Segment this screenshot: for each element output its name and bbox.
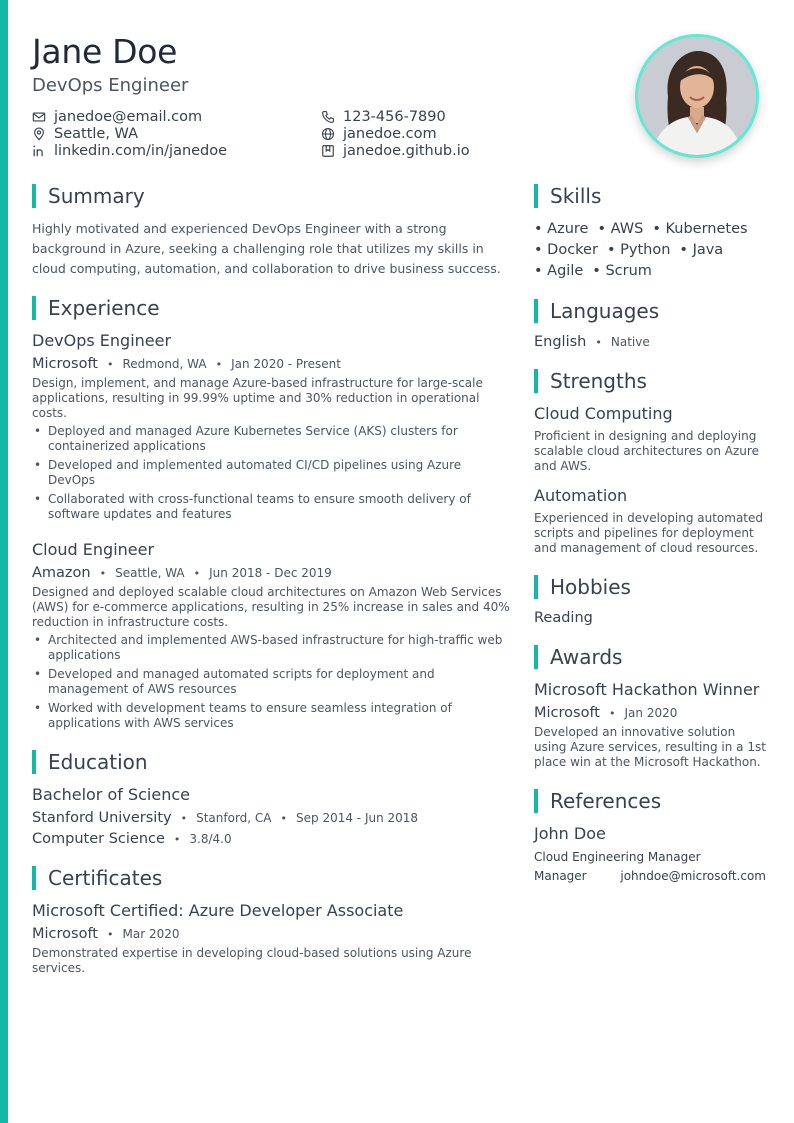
award-name: Microsoft Hackathon Winner bbox=[534, 680, 760, 699]
separator-dot: • bbox=[173, 832, 181, 846]
certificate-date: Mar 2020 bbox=[122, 927, 180, 941]
job-bullet: • Architected and implemented AWS-based infrastructure for high-traffic web applications bbox=[32, 633, 510, 663]
experience-title: Experience bbox=[48, 296, 160, 320]
reference-position: Cloud Engineering Manager bbox=[534, 850, 701, 864]
job-description: Design, implement, and manage Azure-based infrastructure for large-scale applications, resulting in 99.99% uptime and 30% reduction in operational costs. bbox=[32, 376, 483, 420]
award-issuer: Microsoft bbox=[534, 705, 600, 721]
language-name: English bbox=[534, 334, 587, 350]
separator-dot: • bbox=[595, 335, 602, 349]
award-entry bbox=[534, 680, 766, 770]
strength-title: Automation bbox=[534, 486, 628, 505]
gpa: 3.8/4.0 bbox=[189, 832, 232, 846]
accent-bar bbox=[0, 0, 8, 1123]
job-title: DevOps Engineer bbox=[32, 331, 172, 350]
language-level: Native bbox=[610, 335, 650, 349]
skills-list bbox=[534, 219, 764, 282]
phone-icon bbox=[321, 110, 335, 124]
summary-text: Highly motivated and experienced DevOps Engineer with a strong background in Azure, seeking a challenging role that utilizes my skills in cloud computing, automation, and collaboration to drive business success. bbox=[32, 221, 501, 276]
contact-phone-text: 123-456-7890 bbox=[343, 108, 446, 125]
contact-email-text: janedoe@email.com bbox=[54, 108, 203, 125]
skill-item: • Scrum bbox=[592, 261, 652, 282]
reference-email[interactable]: johndoe@microsoft.com bbox=[620, 869, 766, 883]
field-of-study: Computer Science bbox=[32, 831, 165, 847]
degree: Bachelor of Science bbox=[32, 785, 190, 804]
profile-photo-illustration bbox=[638, 37, 756, 155]
job-location: Seattle, WA bbox=[115, 566, 185, 580]
contact-location-text: Seattle, WA bbox=[54, 125, 139, 142]
strengths-title: Strengths bbox=[550, 369, 647, 393]
contact-phone[interactable] bbox=[321, 108, 470, 125]
job-bullet: • Collaborated with cross-functional teams to ensure smooth delivery of software updates and features bbox=[32, 492, 510, 522]
skill-item: • Java bbox=[679, 240, 723, 261]
certificate-issuer: Microsoft bbox=[32, 926, 98, 942]
heading-accent bbox=[534, 789, 538, 813]
job-company: Amazon bbox=[32, 565, 91, 581]
languages-heading bbox=[534, 298, 766, 324]
strength-entry bbox=[534, 486, 766, 556]
certificate-description: Demonstrated expertise in developing cloud-based solutions using Azure services. bbox=[32, 946, 472, 975]
education-entry bbox=[32, 785, 510, 847]
job-entry bbox=[32, 331, 510, 522]
contact-column-left bbox=[32, 108, 227, 159]
hobbies-heading bbox=[534, 574, 766, 600]
job-bullet: • Deployed and managed Azure Kubernetes Service (AKS) clusters for containerized applications bbox=[32, 424, 510, 454]
education-heading bbox=[32, 749, 510, 775]
job-description: Designed and deployed scalable cloud architectures on Amazon Web Services (AWS) for e-commerce applications, resulting in 25% increase in sales and 40% reduction in infrastructure costs. bbox=[32, 585, 510, 629]
skill-item: • Python bbox=[607, 240, 670, 261]
education-title: Education bbox=[48, 750, 148, 774]
main-column bbox=[32, 183, 510, 979]
contact-github-text: janedoe.github.io bbox=[343, 142, 470, 159]
contact-column-right bbox=[321, 108, 470, 159]
contact-email[interactable] bbox=[32, 108, 227, 125]
language-entry bbox=[534, 334, 766, 350]
job-dates: Jun 2018 - Dec 2019 bbox=[209, 566, 332, 580]
job-meta bbox=[32, 565, 510, 581]
heading-accent bbox=[534, 369, 538, 393]
skills-heading bbox=[534, 183, 766, 209]
candidate-role: DevOps Engineer bbox=[32, 75, 189, 96]
contact-website-text: janedoe.com bbox=[343, 125, 437, 142]
references-title: References bbox=[550, 789, 662, 813]
certificates-heading bbox=[32, 865, 510, 891]
school-name: Stanford University bbox=[32, 810, 172, 826]
strength-title: Cloud Computing bbox=[534, 404, 673, 423]
heading-accent bbox=[32, 866, 36, 890]
heading-accent bbox=[534, 575, 538, 599]
candidate-name: Jane Doe bbox=[32, 32, 178, 71]
strength-entry bbox=[534, 404, 766, 474]
reference-relation: Manager bbox=[534, 869, 587, 883]
reference-contact-row bbox=[534, 867, 766, 886]
strength-text: Experienced in developing automated scripts and pipelines for deployment and management of cloud resources. bbox=[534, 511, 764, 555]
separator-dot: • bbox=[107, 357, 114, 371]
awards-heading bbox=[534, 644, 766, 670]
resume-page bbox=[32, 0, 772, 1123]
separator-dot: • bbox=[99, 566, 107, 580]
skill-item: • Azure bbox=[534, 219, 588, 240]
contact-website[interactable] bbox=[321, 125, 470, 142]
summary-title: Summary bbox=[48, 184, 145, 208]
summary-heading bbox=[32, 183, 510, 209]
heading-accent bbox=[534, 184, 538, 208]
certificate-entry bbox=[32, 901, 510, 976]
separator-dot: • bbox=[193, 566, 201, 580]
hobbies-title: Hobbies bbox=[550, 575, 631, 599]
award-date: Jan 2020 bbox=[624, 706, 678, 720]
contact-github[interactable] bbox=[321, 142, 470, 159]
school-location: Stanford, CA bbox=[196, 811, 272, 825]
side-column bbox=[534, 183, 766, 886]
award-description: Developed an innovative solution using Azure services, resulting in a 1st place win at the Microsoft Hackathon. bbox=[534, 725, 766, 769]
separator-dot: • bbox=[280, 811, 288, 825]
separator-dot: • bbox=[609, 706, 616, 720]
reference-name: John Doe bbox=[534, 824, 606, 843]
skill-item: • Docker bbox=[534, 240, 598, 261]
mail-icon bbox=[32, 110, 46, 124]
job-company: Microsoft bbox=[32, 356, 98, 372]
heading-accent bbox=[32, 750, 36, 774]
job-bullet: • Worked with development teams to ensure seamless integration of applications with AWS services bbox=[32, 701, 510, 731]
experience-heading bbox=[32, 295, 510, 321]
separator-dot: • bbox=[107, 927, 114, 941]
skills-title: Skills bbox=[550, 184, 602, 208]
certificate-name: Microsoft Certified: Azure Developer Associate bbox=[32, 901, 404, 920]
awards-title: Awards bbox=[550, 645, 623, 669]
reference-entry bbox=[534, 824, 766, 886]
strength-text: Proficient in designing and deploying scalable cloud architectures on Azure and AWS. bbox=[534, 429, 759, 473]
certificate-meta bbox=[32, 926, 510, 942]
globe-icon bbox=[321, 127, 335, 141]
job-entry bbox=[32, 540, 510, 731]
heading-accent bbox=[534, 645, 538, 669]
heading-accent bbox=[32, 296, 36, 320]
references-heading bbox=[534, 788, 766, 814]
heading-accent bbox=[32, 184, 36, 208]
job-bullet: • Developed and implemented automated CI/CD pipelines using Azure DevOps bbox=[32, 458, 510, 488]
hobby-item: Reading bbox=[534, 610, 593, 626]
map-pin-icon bbox=[32, 127, 46, 141]
job-title: Cloud Engineer bbox=[32, 540, 155, 559]
skill-item: • Agile bbox=[534, 261, 583, 282]
languages-title: Languages bbox=[550, 299, 660, 323]
contact-linkedin-text: linkedin.com/in/janedoe bbox=[54, 142, 228, 159]
certificates-title: Certificates bbox=[48, 866, 163, 890]
bookmark-icon bbox=[321, 144, 335, 158]
education-field-row bbox=[32, 831, 510, 847]
contact-linkedin[interactable] bbox=[32, 142, 227, 159]
linkedin-icon bbox=[32, 144, 46, 158]
separator-dot: • bbox=[215, 357, 223, 371]
heading-accent bbox=[534, 299, 538, 323]
education-meta bbox=[32, 810, 510, 826]
strengths-heading bbox=[534, 368, 766, 394]
job-bullets bbox=[32, 424, 510, 522]
education-dates: Sep 2014 - Jun 2018 bbox=[296, 811, 419, 825]
skill-item: • Kubernetes bbox=[652, 219, 747, 240]
job-location: Redmond, WA bbox=[122, 357, 207, 371]
job-bullets bbox=[32, 633, 510, 731]
contact-location bbox=[32, 125, 227, 142]
award-meta bbox=[534, 705, 766, 721]
job-meta bbox=[32, 356, 510, 372]
job-bullet: • Developed and managed automated scripts for deployment and management of AWS resources bbox=[32, 667, 510, 697]
job-dates: Jan 2020 - Present bbox=[231, 357, 341, 371]
profile-photo bbox=[635, 34, 759, 158]
skill-item: • AWS bbox=[597, 219, 643, 240]
separator-dot: • bbox=[180, 811, 188, 825]
